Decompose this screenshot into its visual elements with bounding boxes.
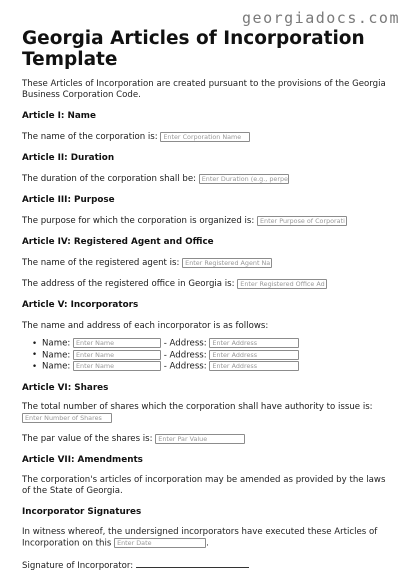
incorporator-name-input[interactable]: Enter Name <box>73 350 161 360</box>
purpose-label: The purpose for which the corporation is organized is: <box>22 216 255 226</box>
par-value-label: The par value of the shares is: <box>22 434 153 444</box>
witness-period: . <box>206 538 209 549</box>
article-7-heading: Article VII: Amendments <box>22 455 143 465</box>
bullet-icon: • <box>32 338 38 349</box>
incorporator-item <box>32 361 394 373</box>
address-label: - Address: <box>163 350 207 360</box>
witness-text <box>22 527 394 550</box>
article-3-line <box>22 215 394 227</box>
duration-input[interactable]: Enter Duration (e.g., perpe <box>199 174 289 184</box>
article-6-par-line <box>22 433 394 445</box>
article-1-heading: Article I: Name <box>22 111 96 121</box>
article-2-heading: Article II: Duration <box>22 153 115 163</box>
signature-label: Signature of Incorporator: <box>22 560 134 571</box>
signature-field[interactable] <box>136 559 249 568</box>
article-4-agent-line <box>22 257 394 269</box>
address-label: - Address: <box>163 338 207 349</box>
incorporator-address-input[interactable]: Enter Address <box>209 350 299 360</box>
signature-line <box>22 559 394 572</box>
date-input[interactable]: Enter Date <box>114 538 206 548</box>
article-6-heading: Article VI: Shares <box>22 382 109 393</box>
par-value-input[interactable]: Enter Par Value <box>155 434 245 444</box>
incorporator-address-input[interactable]: Enter Address <box>209 338 299 348</box>
incorporator-item <box>32 338 394 350</box>
corporation-name-input[interactable]: Enter Corporation Name <box>160 132 250 142</box>
intro-text: These Articles of Incorporation are created pursuant to the provisions of the Georgia Business Corporation Code. <box>22 79 386 100</box>
bullet-icon: • <box>32 350 38 360</box>
registered-agent-input[interactable]: Enter Registered Agent Na <box>182 258 272 268</box>
name-label: Name: <box>42 350 71 360</box>
article-4-office-line <box>22 278 394 290</box>
address-label: - Address: <box>163 361 207 372</box>
name-label: Name: <box>42 338 71 349</box>
bullet-icon: • <box>32 361 38 372</box>
corporation-name-label: The name of the corporation is: <box>22 132 158 142</box>
incorporator-list <box>22 338 394 373</box>
article-4-heading: Article IV: Registered Agent and Office <box>22 237 214 247</box>
incorporator-name-input[interactable]: Enter Name <box>73 361 161 371</box>
article-5-heading: Article V: Incorporators <box>22 300 139 310</box>
registered-office-label: The address of the registered office in Georgia is: <box>22 279 235 289</box>
document <box>22 28 394 572</box>
signatures-heading: Incorporator Signatures <box>22 507 142 517</box>
page-title: Georgia Articles of Incorporation Template <box>22 28 365 70</box>
name-label: Name: <box>42 361 71 372</box>
amendments-text: The corporation's articles of incorporation may be amended as provided by the laws of the State of Georgia. <box>22 475 386 496</box>
incorporators-intro: The name and address of each incorporator is as follows: <box>22 321 269 331</box>
shares-label: The total number of shares which the corporation shall have authority to issue is: <box>22 401 373 412</box>
purpose-input[interactable]: Enter Purpose of Corporati <box>257 216 347 226</box>
registered-agent-label: The name of the registered agent is: <box>22 258 180 268</box>
article-1-line <box>22 131 394 143</box>
article-3-heading: Article III: Purpose <box>22 195 115 205</box>
registered-office-input[interactable]: Enter Registered Office Ad <box>237 279 327 289</box>
incorporator-address-input[interactable]: Enter Address <box>209 361 299 371</box>
shares-input[interactable]: Enter Number of Shares <box>22 413 112 423</box>
article-2-line <box>22 173 394 185</box>
incorporator-name-input[interactable]: Enter Name <box>73 338 161 348</box>
article-6-shares-line <box>22 402 394 425</box>
witness-text-body: In witness whereof, the undersigned incorporators have executed these Articles of Incorporation on this <box>22 527 378 549</box>
watermark: georgiadocs.com <box>242 9 400 27</box>
duration-label: The duration of the corporation shall be: <box>22 174 197 184</box>
incorporator-item <box>32 350 394 362</box>
